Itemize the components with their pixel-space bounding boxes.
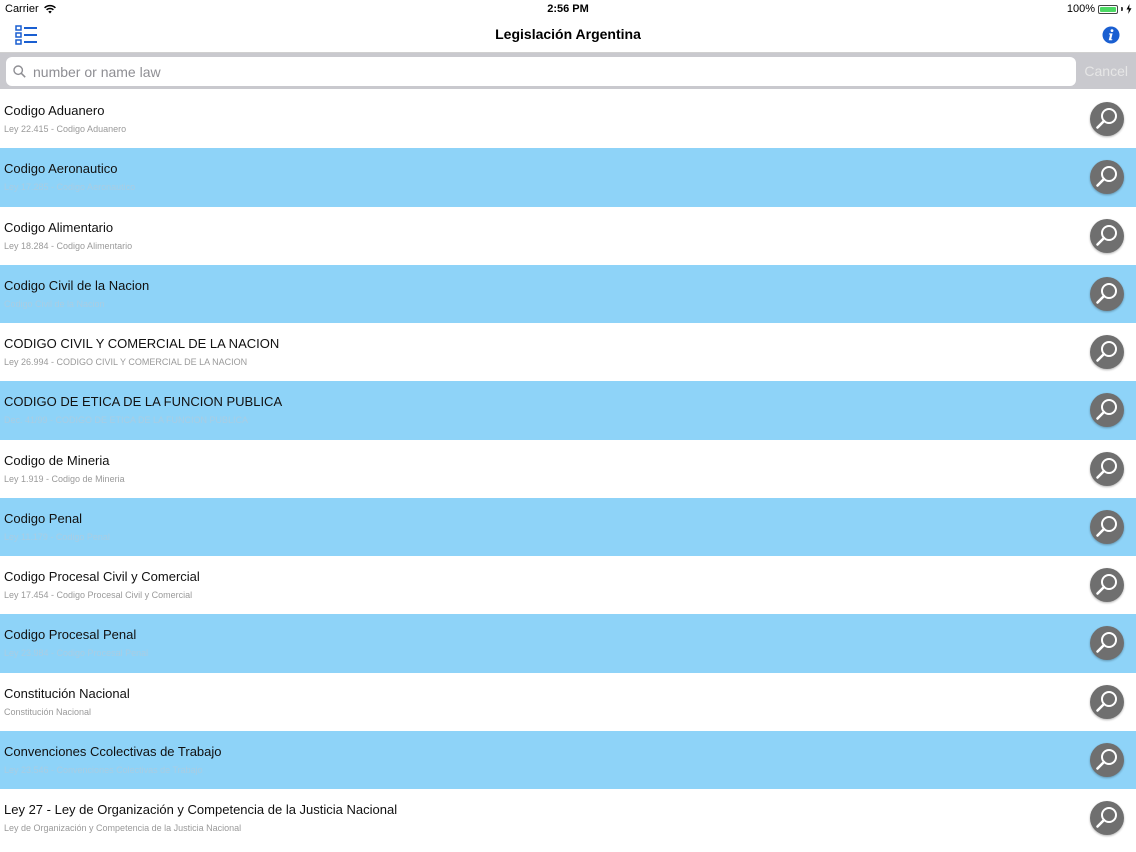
search-law-button[interactable]	[1090, 277, 1124, 311]
list-item-subtitle: Ley 17.454 - Codigo Procesal Civil y Comercial	[4, 590, 193, 600]
magnifier-icon	[1090, 277, 1124, 311]
list-item-subtitle: Constitución Nacional	[4, 706, 92, 717]
magnifier-icon	[1090, 510, 1124, 544]
status-bar	[0, 0, 1136, 18]
search-law-button[interactable]	[1090, 102, 1124, 136]
list-item-title: Codigo Aeronautico	[4, 161, 118, 177]
list-item-subtitle: Ley 1.919 - Codigo de Mineria	[4, 473, 125, 484]
cancel-button[interactable]: Cancel	[1084, 63, 1128, 79]
list-item[interactable]	[0, 90, 1136, 148]
list-item[interactable]	[0, 498, 1136, 556]
list-item[interactable]	[0, 440, 1136, 498]
search-law-button[interactable]	[1090, 568, 1124, 602]
list-item-title: CODIGO DE ETICA DE LA FUNCION PUBLICA	[4, 394, 283, 410]
magnifier-icon	[1090, 102, 1124, 136]
search-field[interactable]	[6, 57, 1076, 86]
carrier-label: Carrier	[5, 3, 39, 15]
list-item[interactable]	[0, 731, 1136, 789]
battery-percent: 100%	[1066, 3, 1095, 15]
list-item[interactable]	[0, 556, 1136, 614]
list-item-title: Codigo Procesal Civil y Comercial	[4, 569, 200, 584]
magnifier-icon	[1090, 160, 1124, 194]
search-law-button[interactable]	[1090, 626, 1124, 660]
list-item[interactable]	[0, 323, 1136, 381]
status-time: 2:56 PM	[547, 3, 589, 15]
search-input[interactable]	[31, 63, 1065, 81]
list-item[interactable]	[0, 673, 1136, 731]
law-list	[0, 90, 1136, 847]
info-icon[interactable]	[1102, 26, 1120, 44]
list-item-subtitle: Dec. 41/99 - CODIGO DE ETICA DE LA FUNCION PUBLICA	[4, 415, 249, 426]
list-item-title: Codigo Alimentario	[4, 219, 114, 235]
search-law-button[interactable]	[1090, 393, 1124, 427]
magnifier-icon	[1090, 452, 1124, 486]
navigation-bar	[0, 18, 1136, 53]
search-law-button[interactable]	[1090, 510, 1124, 544]
search-law-button[interactable]	[1090, 452, 1124, 486]
magnifier-icon	[1090, 568, 1124, 602]
list-item-title: Convenciones Ccolectivas de Trabajo	[4, 743, 222, 759]
search-law-button[interactable]	[1090, 743, 1124, 777]
search-law-button[interactable]	[1090, 685, 1124, 719]
list-item-subtitle: Ley 23.984 - Codigo Procesal Penal	[4, 648, 149, 659]
magnifier-icon	[1090, 335, 1124, 369]
list-item-title: Codigo de Mineria	[4, 452, 110, 468]
list-item-title: Ley 27 - Ley de Organización y Competencia de la Justicia Nacional	[4, 802, 398, 817]
list-item-subtitle: Ley 23.546 - Convenciones Colectivas de Trabajo	[4, 764, 203, 775]
search-law-button[interactable]	[1090, 801, 1124, 835]
list-item[interactable]	[0, 265, 1136, 323]
magnifier-icon	[1090, 685, 1124, 719]
search-law-button[interactable]	[1090, 335, 1124, 369]
magnifier-icon	[1090, 393, 1124, 427]
list-item[interactable]	[0, 381, 1136, 439]
search-icon	[13, 65, 26, 78]
list-item-subtitle: Ley 26.994 - CODIGO CIVIL Y COMERCIAL DE LA NACION	[4, 357, 248, 367]
list-item-title: Codigo Penal	[4, 510, 83, 526]
list-item[interactable]	[0, 789, 1136, 847]
magnifier-icon	[1090, 626, 1124, 660]
battery-icon	[1098, 5, 1118, 14]
list-item-title: CODIGO CIVIL Y COMERCIAL DE LA NACION	[4, 336, 280, 351]
magnifier-icon	[1090, 801, 1124, 835]
search-law-button[interactable]	[1090, 160, 1124, 194]
list-item-subtitle: Ley 22.415 - Codigo Aduanero	[4, 124, 127, 134]
battery-cap	[1121, 7, 1123, 11]
magnifier-icon	[1090, 219, 1124, 253]
list-item-subtitle: Ley 17.285 - Codigo Aeronautico	[4, 182, 136, 193]
list-item-title: Codigo Civil de la Nacion	[4, 277, 150, 293]
charging-bolt-icon	[1126, 4, 1132, 14]
list-item[interactable]	[0, 148, 1136, 206]
list-item-subtitle: Ley de Organización y Competencia de la Justicia Nacional	[4, 823, 242, 833]
search-bar	[0, 53, 1136, 89]
list-item-title: Constitución Nacional	[4, 685, 130, 701]
page-title: Legislación Argentina	[495, 26, 641, 42]
list-item[interactable]	[0, 614, 1136, 672]
list-item-subtitle: Codigo Civil de la Nacion	[4, 298, 105, 309]
list-item-title: Codigo Procesal Penal	[4, 627, 137, 643]
search-law-button[interactable]	[1090, 219, 1124, 253]
magnifier-icon	[1090, 743, 1124, 777]
status-right	[1067, 0, 1132, 18]
list-item-subtitle: Ley 18.284 - Codigo Alimentario	[4, 240, 133, 251]
list-item-subtitle: Ley 11.179 - Codigo Penal	[4, 531, 110, 542]
list-item[interactable]	[0, 207, 1136, 265]
list-item-title: Codigo Aduanero	[4, 103, 105, 118]
